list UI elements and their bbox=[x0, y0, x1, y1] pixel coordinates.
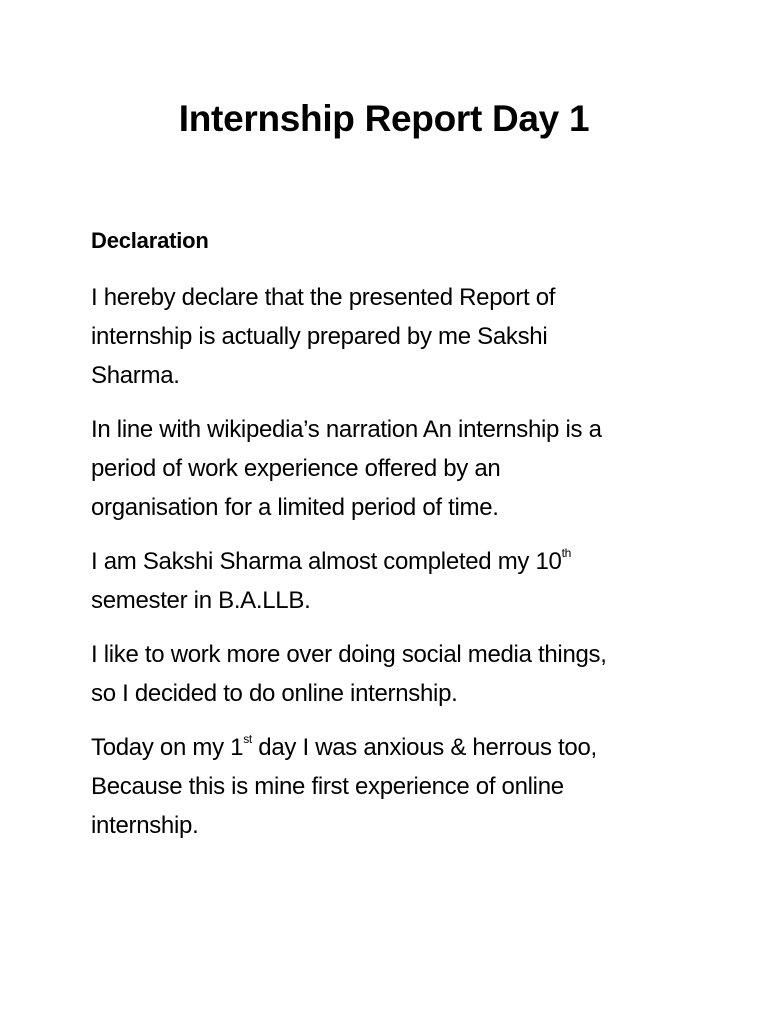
text-run: day I was anxious & herrous too, bbox=[251, 734, 597, 761]
paragraph-line: internship is actually prepared by me Sakshi bbox=[91, 323, 548, 350]
paragraph-line: period of work experience offered by an bbox=[91, 455, 501, 482]
paragraph-line bbox=[91, 728, 731, 767]
paragraph-line: I like to work more over doing social media things, bbox=[91, 641, 607, 668]
ordinal-suffix: th bbox=[561, 546, 571, 560]
section-heading-declaration: Declaration bbox=[91, 228, 209, 253]
paragraph-semester bbox=[91, 542, 731, 620]
paragraph-line: Because this is mine first experience of online bbox=[91, 773, 564, 800]
paragraph-line: so I decided to do online internship. bbox=[91, 680, 458, 707]
ordinal-suffix: st bbox=[243, 732, 252, 746]
paragraph-first-day bbox=[91, 728, 731, 845]
paragraph-line bbox=[91, 542, 731, 581]
paragraph-preference bbox=[91, 635, 731, 713]
text-run: I am Sakshi Sharma almost completed my 10 bbox=[91, 548, 562, 575]
paragraph-line: I hereby declare that the presented Report of bbox=[91, 284, 556, 311]
page-title: Internship Report Day 1 bbox=[178, 98, 590, 139]
paragraph-line: internship. bbox=[91, 812, 199, 839]
text-run: Today on my 1 bbox=[91, 734, 244, 761]
paragraph-internship-definition bbox=[91, 410, 731, 527]
paragraph-declaration bbox=[91, 278, 731, 395]
paragraph-line: semester in B.A.LLB. bbox=[91, 587, 311, 614]
paragraph-line: organisation for a limited period of time. bbox=[91, 494, 499, 521]
paragraph-line: In line with wikipedia’s narration An internship is a bbox=[91, 416, 602, 443]
paragraph-line: Sharma. bbox=[91, 362, 180, 389]
